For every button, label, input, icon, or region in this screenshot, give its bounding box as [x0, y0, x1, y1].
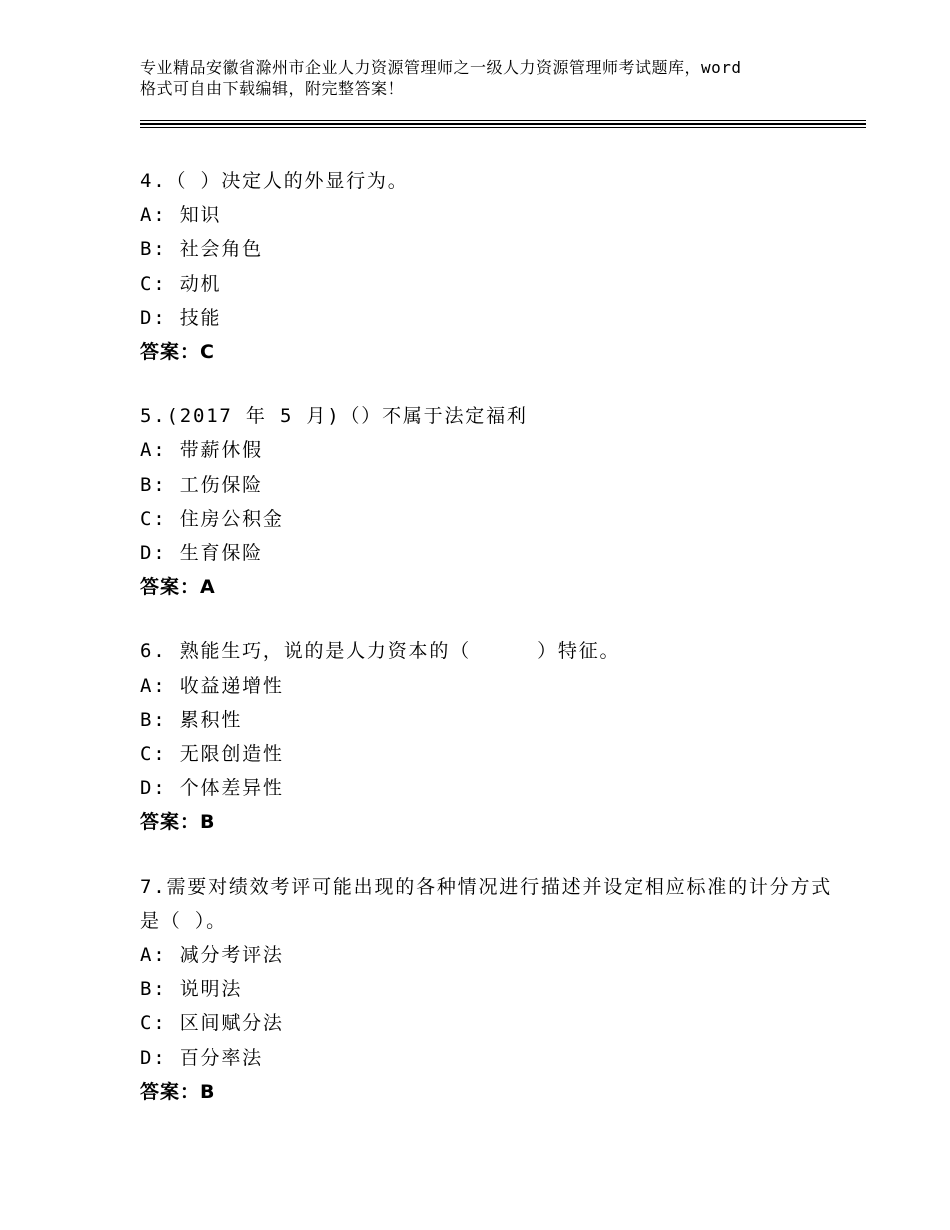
answer-label: 答案：B: [140, 1080, 216, 1103]
question-5: [140, 399, 840, 604]
option-b: B: 累积性: [140, 708, 243, 731]
option-c: C: 区间赋分法: [140, 1012, 284, 1035]
question-6: [140, 634, 840, 839]
header-rule-top: [140, 120, 866, 121]
option-a: A: 带薪休假: [140, 439, 263, 462]
header-rule-bottom: [140, 127, 866, 128]
option-a: A: 减分考评法: [140, 944, 284, 967]
answer-label: 答案：A: [140, 576, 216, 599]
question-list: [140, 164, 846, 1139]
option-c: C: 动机: [140, 272, 222, 295]
answer-label: 答案：C: [140, 341, 215, 364]
option-d: D: 技能: [140, 306, 222, 329]
document-header: [140, 57, 840, 99]
header-line-2: 格式可自由下载编辑，附完整答案！: [140, 79, 405, 98]
option-b: B: 社会角色: [140, 238, 263, 261]
option-c: C: 无限创造性: [140, 743, 284, 766]
option-a: A: 收益递增性: [140, 674, 284, 697]
option-b: B: 说明法: [140, 978, 243, 1001]
option-d: D: 生育保险: [140, 542, 263, 565]
option-d: D: 个体差异性: [140, 777, 284, 800]
header-rule-middle: [140, 123, 866, 125]
question-text: 5.(2017 年 5 月)（）不属于法定福利: [140, 405, 528, 428]
question-text: 4.（ ）决定人的外显行为。: [140, 170, 409, 192]
option-c: C: 住房公积金: [140, 507, 284, 530]
answer-label: 答案：B: [140, 811, 216, 834]
option-b: B: 工伤保险: [140, 473, 263, 496]
option-d: D: 百分率法: [140, 1046, 263, 1069]
question-4: [140, 164, 840, 369]
question-7: [140, 870, 846, 1109]
question-text: 7.需要对绩效考评可能出现的各种情况进行描述并设定相应标准的计分方式 是（ ）。: [140, 875, 846, 932]
option-a: A: 知识: [140, 204, 222, 227]
header-line-1: 专业精品安徽省滁州市企业人力资源管理师之一级人力资源管理师考试题库，word: [140, 58, 742, 77]
question-text: 6. 熟能生巧，说的是人力资本的（ ）特征。: [140, 640, 621, 663]
